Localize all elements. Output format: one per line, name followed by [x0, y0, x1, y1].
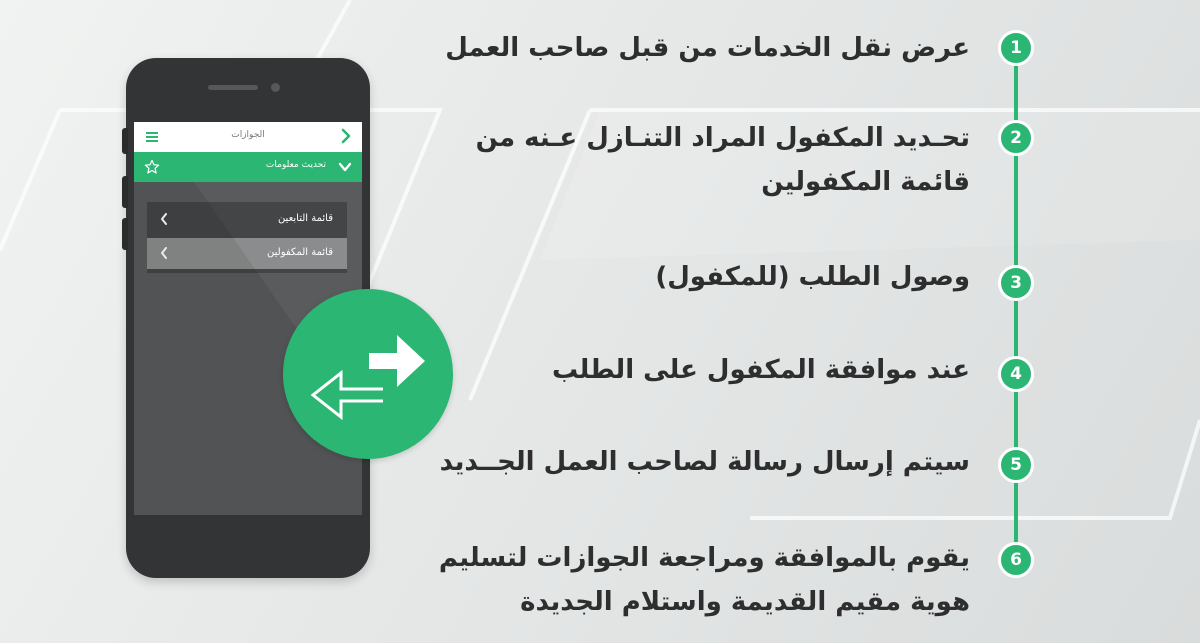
step-line: قائمة المكفولين: [761, 167, 970, 197]
step-line: عند موافقة المكفول على الطلب: [551, 355, 970, 385]
phone-camera: [271, 83, 280, 92]
step-number-badge: 6: [998, 542, 1034, 578]
step-1-text: [410, 26, 970, 70]
phone-side-button: [122, 218, 128, 250]
step-line: هوية مقيم القديمة واستلام الجديدة: [520, 587, 970, 617]
step-line: تحـديد المكفول المراد التنـازل عـنه من: [475, 123, 970, 153]
update-info-label: تحديث معلومات: [265, 160, 326, 170]
step-number-badge: 3: [998, 265, 1034, 301]
step-6-text: [410, 536, 970, 624]
phone-side-button: [122, 176, 128, 208]
step-5-text: [410, 440, 970, 484]
step-number-badge: 5: [998, 447, 1034, 483]
step-number-badge: 2: [998, 120, 1034, 156]
step-4-text: [410, 348, 970, 392]
app-header-title: الجوازات: [231, 130, 265, 140]
step-line: وصول الطلب (للمكفول): [655, 262, 970, 292]
step-number-badge: 1: [998, 30, 1034, 66]
phone-speaker: [208, 85, 258, 90]
step-number-badge: 4: [998, 356, 1034, 392]
phone-side-button: [122, 128, 128, 154]
step-line: عرض نقل الخدمات من قبل صاحب العمل: [445, 33, 970, 63]
step-2-text: [410, 116, 970, 204]
menu-item-label: قائمة المكفولين: [267, 247, 333, 258]
step-line: يقوم بالموافقة ومراجعة الجوازات لتسليم: [438, 543, 970, 573]
step-3-text: [410, 255, 970, 299]
step-line: سيتم إرسال رسالة لصاحب العمل الجــديد: [439, 447, 970, 477]
menu-item-label: قائمة التابعين: [277, 213, 333, 224]
phone-bottom-bezel: [126, 515, 370, 578]
